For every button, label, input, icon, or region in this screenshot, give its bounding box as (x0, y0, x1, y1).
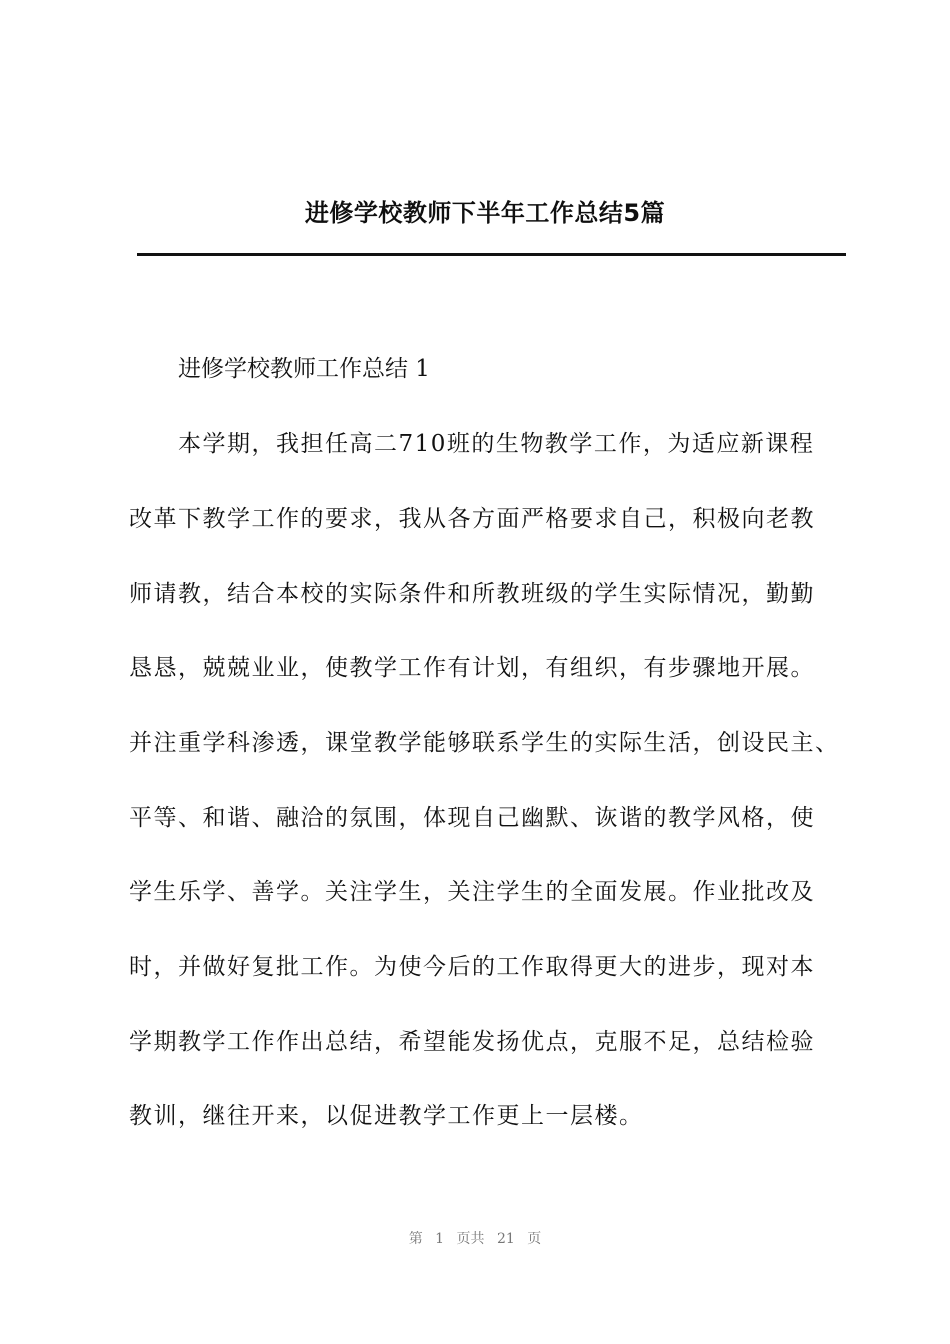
title-underline (137, 253, 846, 256)
paragraph-line: 教训，继往开来，以促进教学工作更上一层楼。 (129, 1103, 644, 1129)
paragraph-line: 并注重学科渗透，课堂教学能够联系学生的实际生活，创设民主、 (129, 730, 840, 756)
paragraph-line: 平等、和谐、融洽的氛围，体现自己幽默、诙谐的教学风格，使 (129, 805, 815, 831)
paragraph-line: 恳恳，兢兢业业，使教学工作有计划，有组织，有步骤地开展。 (129, 655, 815, 681)
paragraph-line: 时，并做好复批工作。为使今后的工作取得更大的进步，现对本 (129, 954, 815, 980)
paragraph-line: 本学期，我担任高二710班的生物教学工作，为适应新课程 (178, 431, 815, 457)
paragraph-line: 改革下教学工作的要求，我从各方面严格要求自己，积极向老教 (129, 506, 815, 532)
page-footer: 第 1 页共 21 页 (408, 1231, 542, 1247)
paragraph-line: 学生乐学、善学。关注学生，关注学生的全面发展。作业批改及 (129, 879, 815, 905)
paragraph-line: 师请教，结合本校的实际条件和所教班级的学生实际情况，勤勤 (129, 581, 815, 607)
paragraph-line: 学期教学工作作出总结，希望能发扬优点，克服不足，总结检验 (129, 1029, 815, 1055)
section-heading: 进修学校教师工作总结 1 (178, 356, 430, 382)
document-title: 进修学校教师下半年工作总结5篇 (304, 199, 666, 227)
